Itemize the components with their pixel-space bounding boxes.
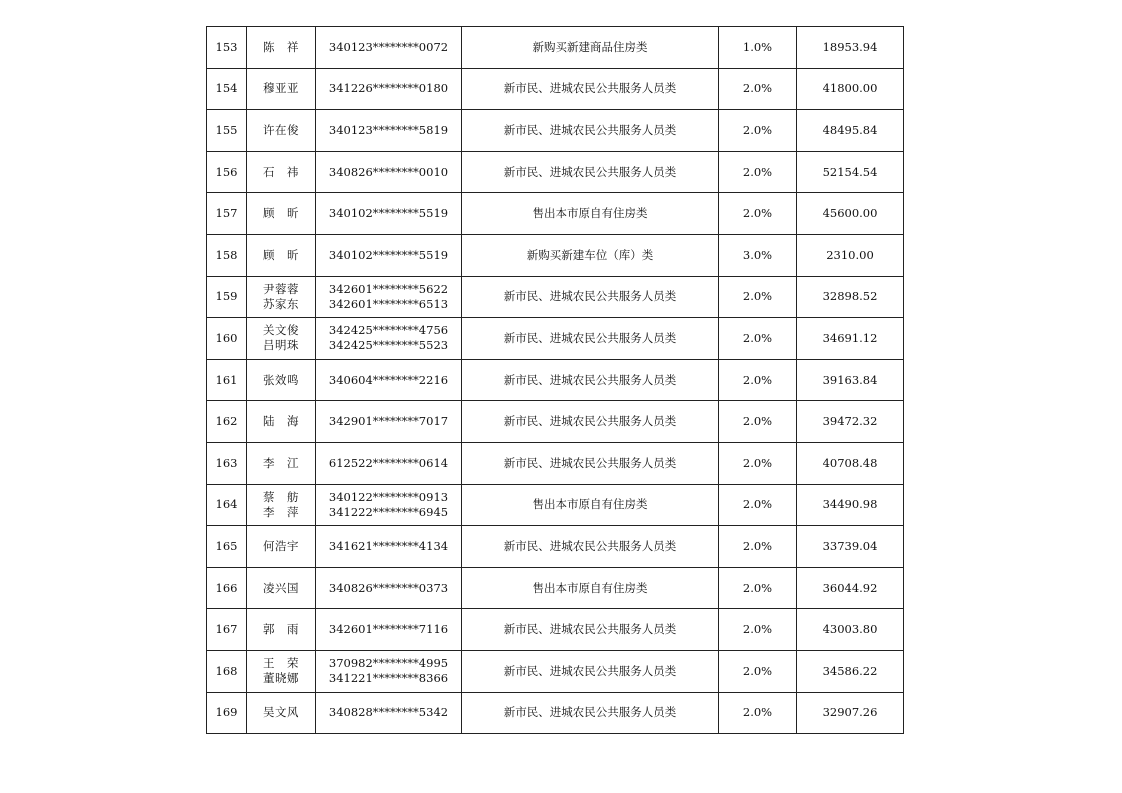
- id-number-cell: [316, 68, 462, 110]
- row-number-cell: 157: [207, 193, 247, 235]
- category-cell: 售出本市原自有住房类: [462, 567, 719, 609]
- name-cell: [247, 68, 316, 110]
- name-cell: [247, 609, 316, 651]
- person-name: 吕明珠: [263, 338, 299, 353]
- person-name: 吴文风: [263, 705, 299, 720]
- person-name: 穆亚亚: [263, 81, 299, 96]
- row-number-cell: 160: [207, 318, 247, 360]
- id-number-cell: [316, 359, 462, 401]
- id-number: 342901********7017: [328, 414, 449, 429]
- rate-cell: 2.0%: [719, 193, 797, 235]
- rate-cell: 2.0%: [719, 484, 797, 526]
- person-name: 张效鸣: [263, 372, 299, 387]
- id-number: 341621********4134: [328, 538, 449, 553]
- name-cell: [247, 650, 316, 692]
- rate-cell: 2.0%: [719, 110, 797, 152]
- table-row: [207, 151, 904, 193]
- category-cell: 新市民、进城农民公共服务人员类: [462, 526, 719, 568]
- row-number-cell: 158: [207, 234, 247, 276]
- id-number-cell: [316, 401, 462, 443]
- amount-cell: 32898.52: [797, 276, 904, 318]
- amount-cell: 32907.26: [797, 692, 904, 734]
- id-number-cell: [316, 318, 462, 360]
- id-number: 340826********0373: [328, 580, 449, 595]
- table-row: [207, 27, 904, 69]
- category-cell: 新购买新建车位（库）类: [462, 234, 719, 276]
- id-number: 370982********4995: [328, 656, 449, 671]
- person-name: 李 江: [263, 455, 299, 470]
- amount-cell: 36044.92: [797, 567, 904, 609]
- rate-cell: 2.0%: [719, 276, 797, 318]
- id-number-cell: [316, 442, 462, 484]
- id-number: 340826********0010: [328, 164, 449, 179]
- subsidy-table: [206, 26, 904, 734]
- amount-cell: 33739.04: [797, 526, 904, 568]
- amount-cell: 45600.00: [797, 193, 904, 235]
- amount-cell: 41800.00: [797, 68, 904, 110]
- id-number: 340102********5519: [328, 206, 449, 221]
- table-row: [207, 68, 904, 110]
- table-row: [207, 692, 904, 734]
- category-cell: 售出本市原自有住房类: [462, 484, 719, 526]
- category-cell: 新市民、进城农民公共服务人员类: [462, 110, 719, 152]
- row-number-cell: 161: [207, 359, 247, 401]
- rate-cell: 3.0%: [719, 234, 797, 276]
- category-cell: 新市民、进城农民公共服务人员类: [462, 276, 719, 318]
- category-cell: 新市民、进城农民公共服务人员类: [462, 318, 719, 360]
- id-number-cell: [316, 193, 462, 235]
- name-cell: [247, 526, 316, 568]
- id-number-cell: [316, 526, 462, 568]
- category-cell: 新市民、进城农民公共服务人员类: [462, 401, 719, 443]
- person-name: 陈 祥: [263, 39, 299, 54]
- id-number: 342425********4756: [328, 323, 449, 338]
- table-row: [207, 526, 904, 568]
- id-number-cell: [316, 692, 462, 734]
- row-number-cell: 169: [207, 692, 247, 734]
- table-row: [207, 318, 904, 360]
- id-number: 340122********0913: [328, 489, 449, 504]
- name-cell: [247, 567, 316, 609]
- amount-cell: 48495.84: [797, 110, 904, 152]
- person-name: 蔡 舫: [263, 489, 299, 504]
- id-number: 342601********5622: [328, 281, 449, 296]
- id-number-cell: [316, 151, 462, 193]
- name-cell: [247, 442, 316, 484]
- rate-cell: 2.0%: [719, 609, 797, 651]
- row-number-cell: 159: [207, 276, 247, 318]
- name-cell: [247, 151, 316, 193]
- category-cell: 新市民、进城农民公共服务人员类: [462, 151, 719, 193]
- amount-cell: 52154.54: [797, 151, 904, 193]
- category-cell: 新市民、进城农民公共服务人员类: [462, 692, 719, 734]
- rate-cell: 2.0%: [719, 526, 797, 568]
- person-name: 顾 昕: [263, 206, 299, 221]
- id-number: 340604********2216: [328, 372, 449, 387]
- id-number-cell: [316, 650, 462, 692]
- name-cell: [247, 276, 316, 318]
- row-number-cell: 164: [207, 484, 247, 526]
- table-row: [207, 234, 904, 276]
- person-name: 郭 雨: [263, 622, 299, 637]
- name-cell: [247, 193, 316, 235]
- row-number-cell: 155: [207, 110, 247, 152]
- category-cell: 新市民、进城农民公共服务人员类: [462, 442, 719, 484]
- row-number-cell: 162: [207, 401, 247, 443]
- amount-cell: 34490.98: [797, 484, 904, 526]
- name-cell: [247, 692, 316, 734]
- rate-cell: 2.0%: [719, 442, 797, 484]
- id-number: 340102********5519: [328, 247, 449, 262]
- id-number-cell: [316, 110, 462, 152]
- table-row: [207, 276, 904, 318]
- name-cell: [247, 234, 316, 276]
- person-name: 王 荣: [263, 656, 299, 671]
- amount-cell: 34691.12: [797, 318, 904, 360]
- name-cell: [247, 27, 316, 69]
- person-name: 尹蓉蓉: [263, 281, 299, 296]
- row-number-cell: 167: [207, 609, 247, 651]
- table-row: [207, 609, 904, 651]
- person-name: 陆 海: [263, 414, 299, 429]
- id-number: 341226********0180: [328, 81, 449, 96]
- id-number: 342601********7116: [328, 622, 449, 637]
- row-number-cell: 163: [207, 442, 247, 484]
- rate-cell: 2.0%: [719, 401, 797, 443]
- id-number-cell: [316, 234, 462, 276]
- category-cell: 新市民、进城农民公共服务人员类: [462, 650, 719, 692]
- row-number-cell: 154: [207, 68, 247, 110]
- id-number: 340123********5819: [328, 122, 449, 137]
- id-number-cell: [316, 609, 462, 651]
- row-number-cell: 166: [207, 567, 247, 609]
- row-number-cell: 168: [207, 650, 247, 692]
- person-name: 凌兴国: [263, 580, 299, 595]
- id-number-cell: [316, 567, 462, 609]
- name-cell: [247, 318, 316, 360]
- id-number: 341222********6945: [328, 504, 449, 519]
- category-cell: 新购买新建商品住房类: [462, 27, 719, 69]
- id-number: 342425********5523: [328, 338, 449, 353]
- amount-cell: 18953.94: [797, 27, 904, 69]
- category-cell: 新市民、进城农民公共服务人员类: [462, 68, 719, 110]
- person-name: 苏家东: [263, 296, 299, 311]
- id-number-cell: [316, 484, 462, 526]
- table-body: [207, 27, 904, 734]
- amount-cell: 43003.80: [797, 609, 904, 651]
- name-cell: [247, 110, 316, 152]
- table-row: [207, 401, 904, 443]
- table-row: [207, 484, 904, 526]
- id-number: 342601********6513: [328, 296, 449, 311]
- category-cell: 新市民、进城农民公共服务人员类: [462, 609, 719, 651]
- name-cell: [247, 484, 316, 526]
- row-number-cell: 153: [207, 27, 247, 69]
- id-number-cell: [316, 276, 462, 318]
- person-name: 许在俊: [263, 122, 299, 137]
- person-name: 关文俊: [263, 323, 299, 338]
- rate-cell: 2.0%: [719, 650, 797, 692]
- rate-cell: 1.0%: [719, 27, 797, 69]
- id-number: 340828********5342: [328, 705, 449, 720]
- row-number-cell: 165: [207, 526, 247, 568]
- amount-cell: 40708.48: [797, 442, 904, 484]
- id-number: 340123********0072: [328, 39, 449, 54]
- amount-cell: 39472.32: [797, 401, 904, 443]
- person-name: 李 萍: [263, 504, 299, 519]
- person-name: 董晓娜: [263, 671, 299, 686]
- id-number: 612522********0614: [328, 455, 449, 470]
- amount-cell: 2310.00: [797, 234, 904, 276]
- amount-cell: 39163.84: [797, 359, 904, 401]
- person-name: 何浩宇: [263, 538, 299, 553]
- rate-cell: 2.0%: [719, 359, 797, 401]
- rate-cell: 2.0%: [719, 567, 797, 609]
- row-number-cell: 156: [207, 151, 247, 193]
- person-name: 石 祎: [263, 164, 299, 179]
- rate-cell: 2.0%: [719, 318, 797, 360]
- table-row: [207, 442, 904, 484]
- table-row: [207, 110, 904, 152]
- rate-cell: 2.0%: [719, 68, 797, 110]
- name-cell: [247, 401, 316, 443]
- id-number: 341221********8366: [328, 671, 449, 686]
- rate-cell: 2.0%: [719, 692, 797, 734]
- category-cell: 新市民、进城农民公共服务人员类: [462, 359, 719, 401]
- id-number-cell: [316, 27, 462, 69]
- category-cell: 售出本市原自有住房类: [462, 193, 719, 235]
- table-row: [207, 359, 904, 401]
- name-cell: [247, 359, 316, 401]
- table-row: [207, 567, 904, 609]
- amount-cell: 34586.22: [797, 650, 904, 692]
- rate-cell: 2.0%: [719, 151, 797, 193]
- person-name: 顾 昕: [263, 247, 299, 262]
- table-row: [207, 650, 904, 692]
- table-row: [207, 193, 904, 235]
